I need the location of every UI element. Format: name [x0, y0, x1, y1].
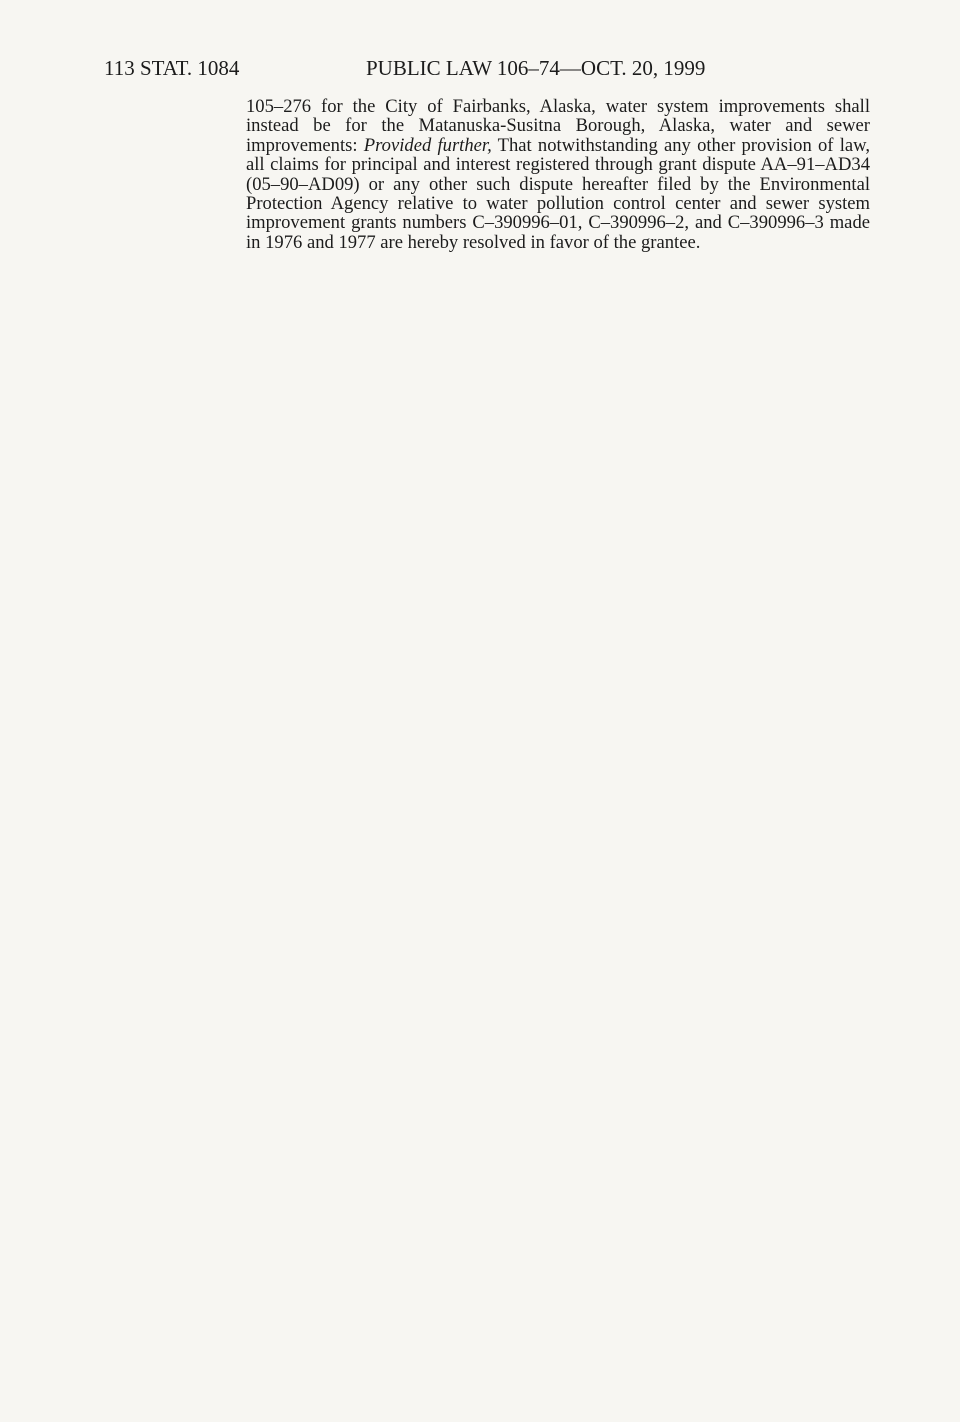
paragraph-fairbanks	[246, 97, 870, 252]
public-law-citation: PUBLIC LAW 106–74—OCT. 20, 1999	[366, 56, 706, 80]
paragraph-fairbanks-tail: That notwithstanding any other provision of law, all claims for principal and interest registered through grant dispute AA–91–AD34 (05–90–AD09) or any other such dispute hereafter filed by the Environmental Protection Agency relative to water pollution control center and sewer system improvement grants numbers C–390996–01, C–390996–2, and C–390996–3 made in 1976 and 1977 are hereby resolved in favor of the grantee.	[246, 134, 870, 253]
stat-citation: 113 STAT. 1084	[104, 56, 240, 80]
paragraph-fairbanks-proviso: Provided further,	[363, 134, 492, 156]
paragraph-fairbanks-text: 105–276 for the City of Fairbanks, Alaska, water system improvements shall instead be for the Matanuska-Susitna Borough, Alaska, water and sewer improvements:	[246, 96, 870, 156]
body-text	[246, 97, 870, 252]
